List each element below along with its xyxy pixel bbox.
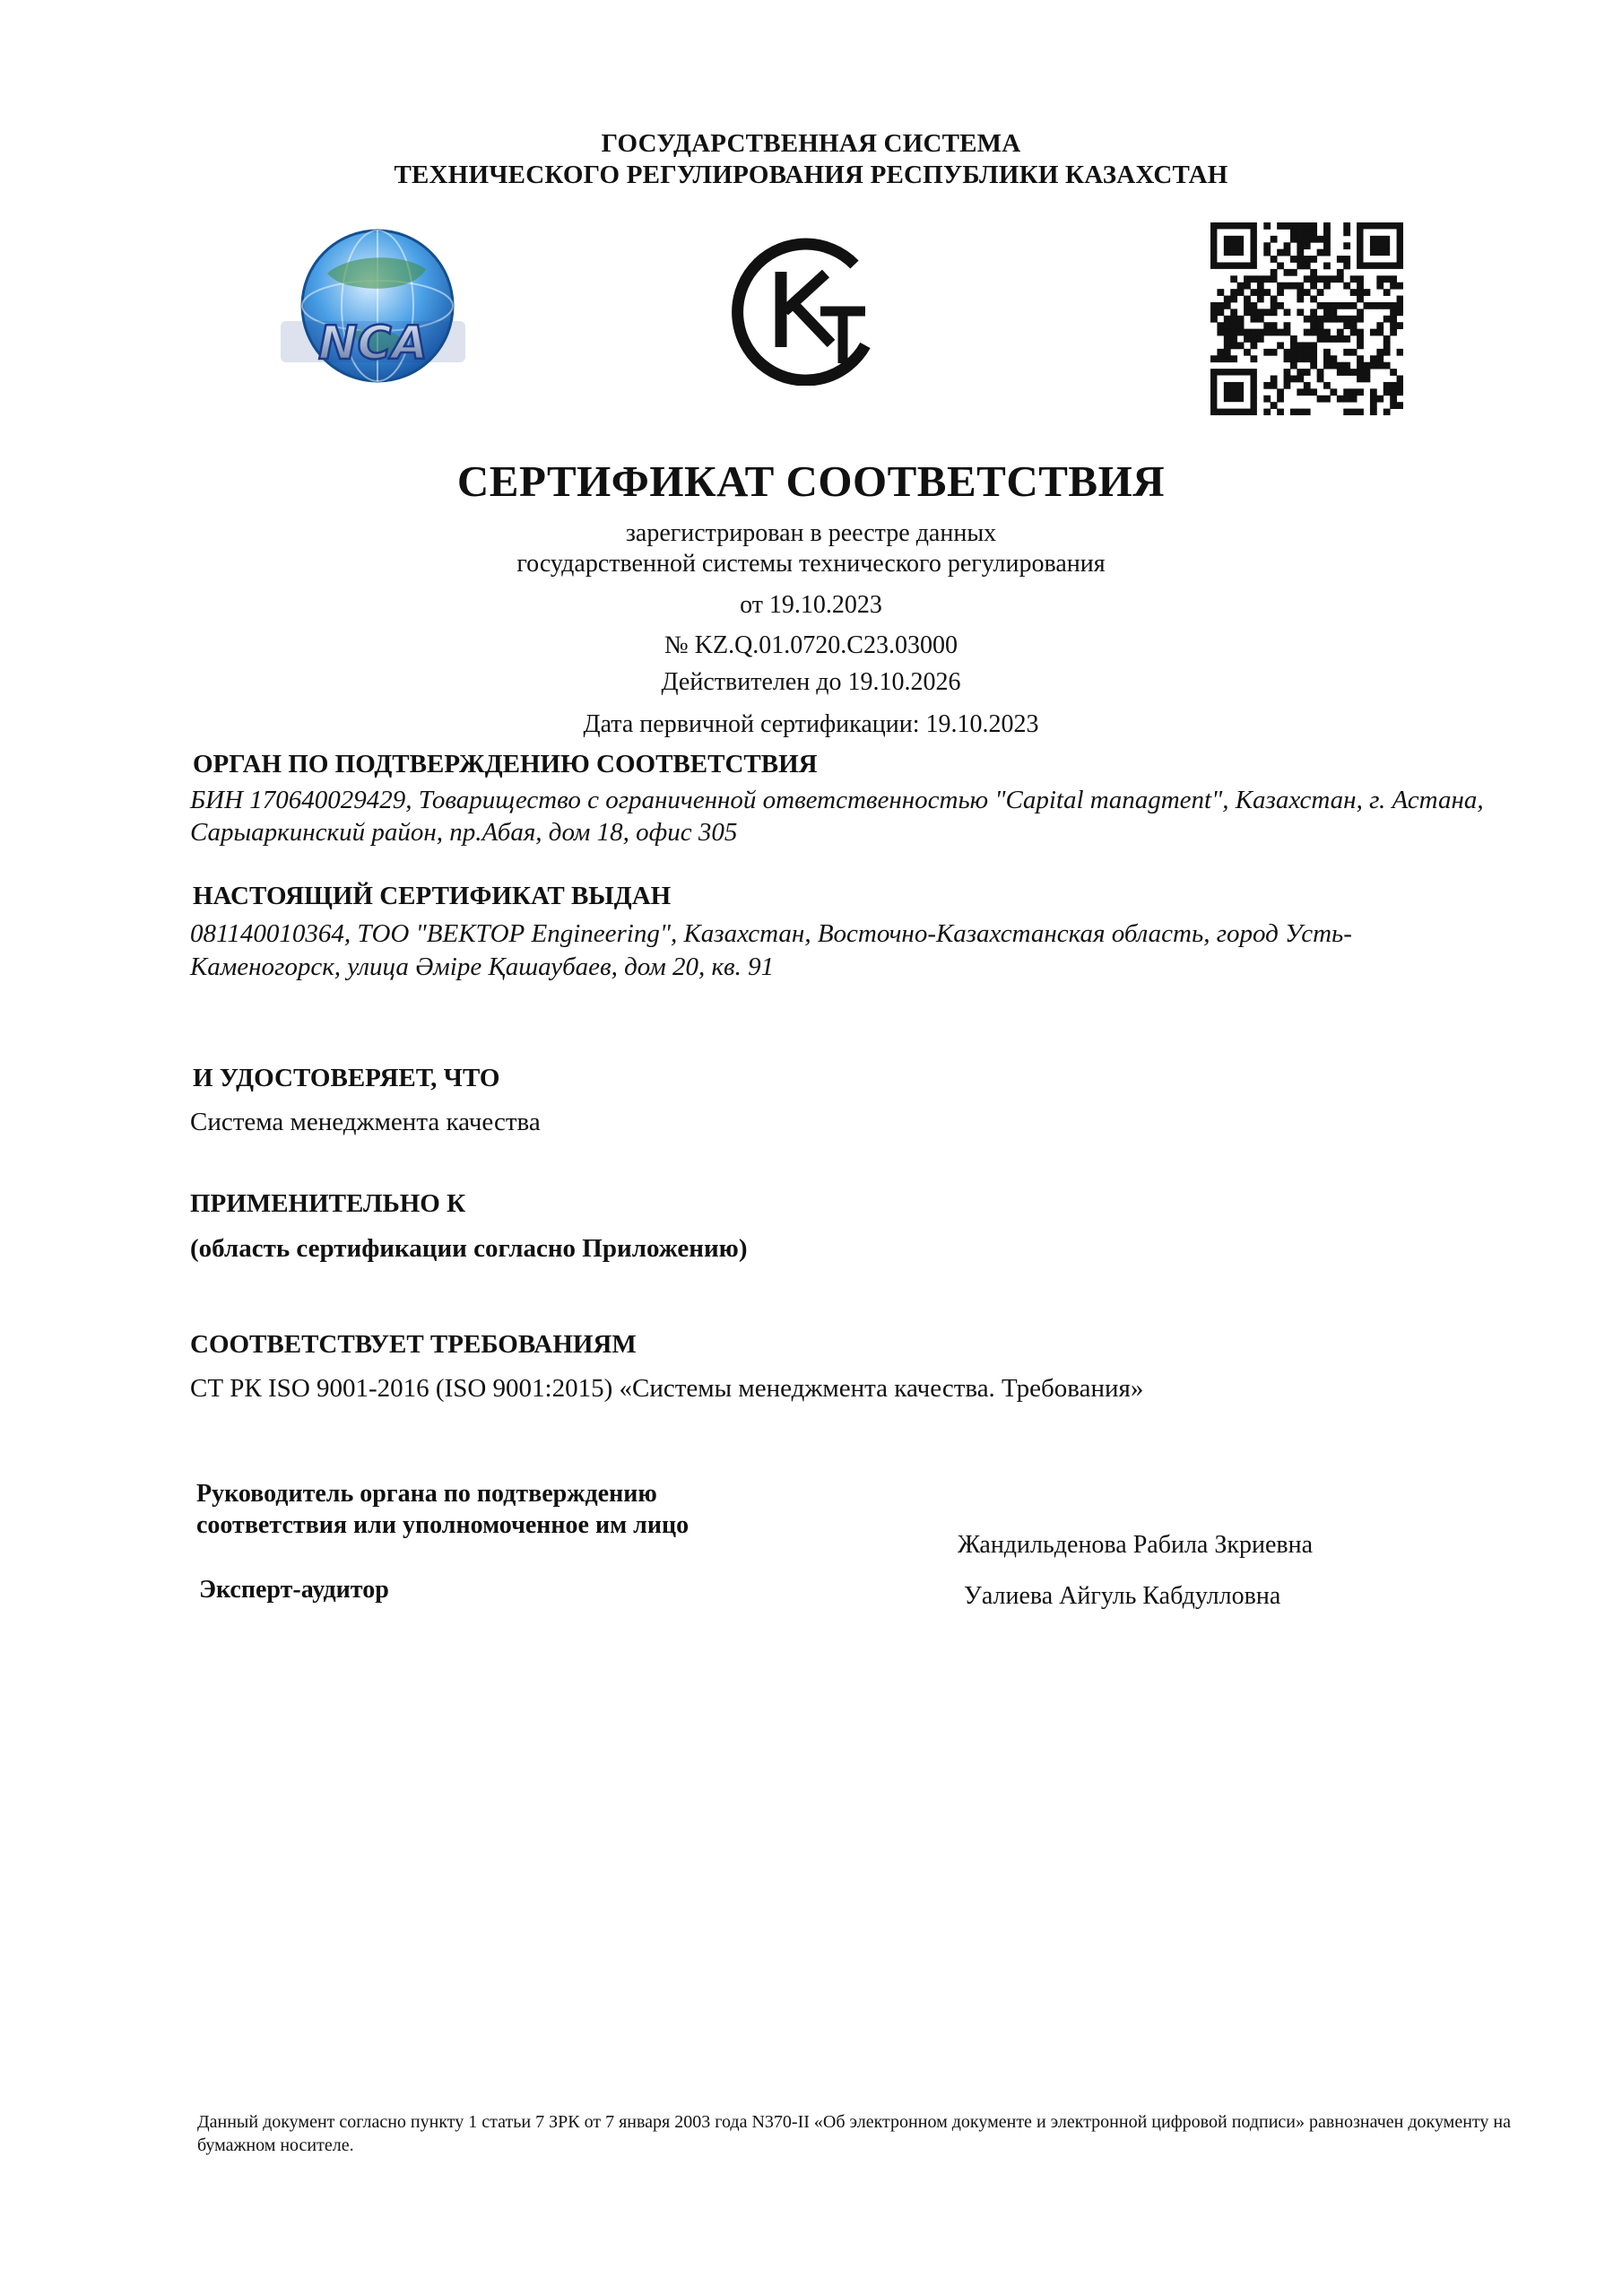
- head-signatory-label-1: Руководитель органа по подтверждению: [196, 1480, 657, 1508]
- header-line-1: ГОСУДАРСТВЕННАЯ СИСТЕМА: [601, 129, 1021, 158]
- registered-line-2: государственной системы технического регулирования: [516, 550, 1106, 578]
- issued-to-heading: НАСТОЯЩИЙ СЕРТИФИКАТ ВЫДАН: [193, 882, 672, 910]
- certification-body-line-2: Сарыаркинский район, пр.Абая, дом 18, офис 305: [190, 818, 738, 847]
- certificate-number: № KZ.Q.01.0720.C23.03000: [664, 631, 958, 659]
- header-line-2: ТЕХНИЧЕСКОГО РЕГУЛИРОВАНИЯ РЕСПУБЛИКИ КАЗАХСТАН: [394, 161, 1228, 189]
- auditor-name: Уалиева Айгуль Кабдулловна: [964, 1582, 1281, 1610]
- qr-code-icon: [1210, 222, 1403, 415]
- head-signatory-name: Жандильденова Рабила Зкриевна: [958, 1531, 1314, 1559]
- applicable-text: (область сертификации согласно Приложению): [190, 1234, 748, 1263]
- head-signatory-label-2: соответствия или уполномоченное им лицо: [196, 1511, 690, 1539]
- issued-to-line-2: Каменогорск, улица Әміре Қашаубаев, дом 20, кв. 91: [190, 952, 775, 981]
- certificate-date: от 19.10.2023: [740, 591, 882, 619]
- certificate-title: СЕРТИФИКАТ СООТВЕТСТВИЯ: [456, 457, 1166, 506]
- nca-logo-text: NCA: [318, 317, 428, 370]
- certification-body-heading: ОРГАН ПО ПОДТВЕРЖДЕНИЮ СООТВЕТСТВИЯ: [193, 750, 818, 778]
- requirements-heading: СООТВЕТСТВУЕТ ТРЕБОВАНИЯМ: [190, 1330, 637, 1359]
- kz-conformity-mark-icon: [731, 229, 883, 386]
- primary-certification-date: Дата первичной сертификации: 19.10.2023: [583, 710, 1039, 738]
- certifies-heading: И УДОСТОВЕРЯЕТ, ЧТО: [193, 1064, 500, 1092]
- auditor-label: Эксперт-аудитор: [199, 1576, 389, 1604]
- legal-footer-note: Данный документ согласно пункту 1 статьи 7 ЗРК от 7 января 2003 года N370-II «Об электронном документе и электронной цифровой подписи» равнозначен документу на бумажном носителе.: [197, 2112, 1511, 2155]
- registered-line-1: зарегистрирован в реестре данных: [625, 519, 997, 547]
- requirements-text: СТ РК ISO 9001-2016 (ISO 9001:2015) «Системы менеджмента качества. Требования»: [190, 1374, 1144, 1403]
- applicable-heading: ПРИМЕНИТЕЛЬНО К: [190, 1189, 466, 1218]
- certification-body-line-1: БИН 170640029429, Товарищество с ограниченной ответственностью "Capital managment", Казахстан, г. Астана,: [190, 786, 1484, 814]
- issued-to-line-1: 081140010364, ТОО "ВЕКТОР Engineering", Казахстан, Восточно-Казахстанская область, город Усть-: [190, 919, 1352, 948]
- nca-logo: [273, 224, 473, 387]
- certifies-text: Система менеджмента качества: [190, 1108, 541, 1136]
- valid-until: Действителен до 19.10.2026: [661, 668, 961, 696]
